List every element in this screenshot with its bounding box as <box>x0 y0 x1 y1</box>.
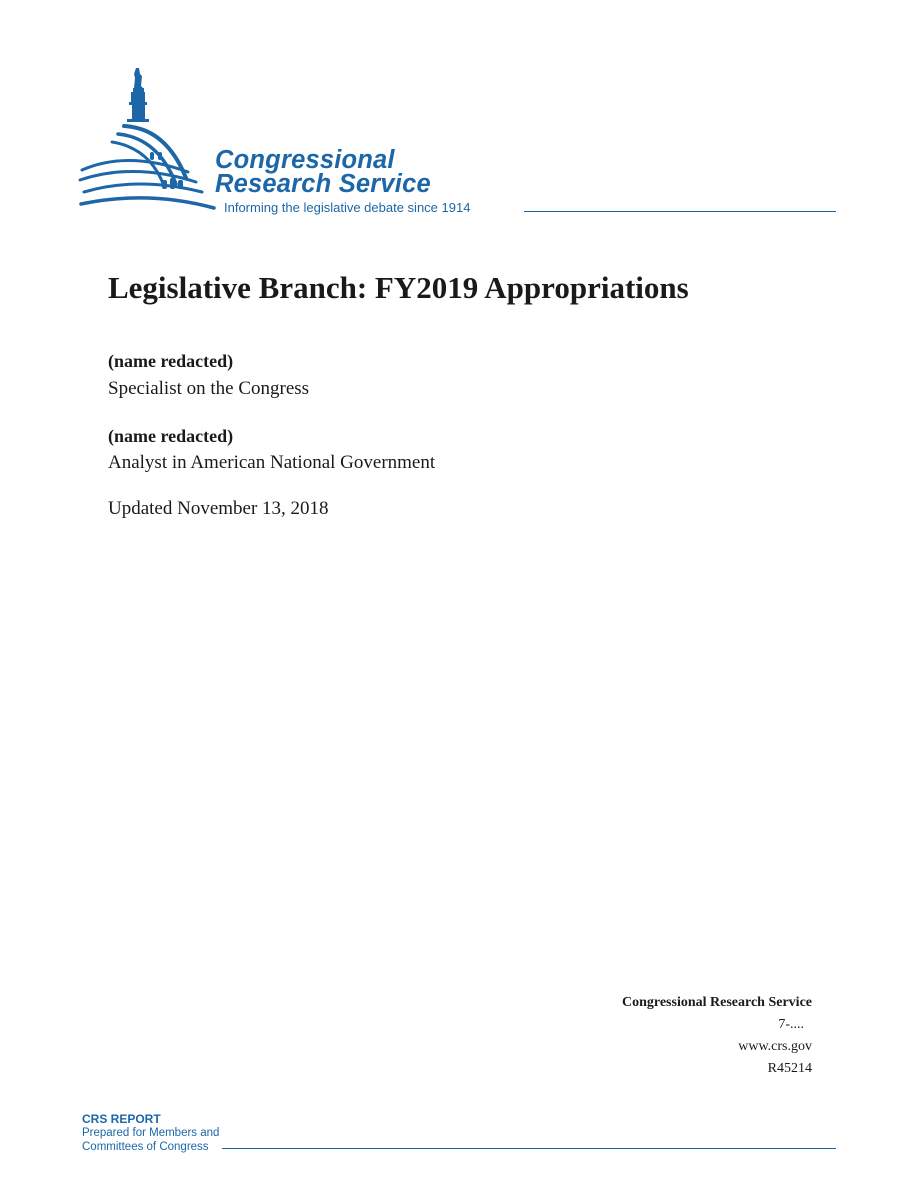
footer-label: CRS REPORT <box>82 1112 161 1126</box>
crs-logo <box>78 66 838 222</box>
author-2-name: (name redacted) <box>108 426 234 446</box>
publisher-phone: 7-.... <box>778 1017 804 1032</box>
author-1-role: Specialist on the Congress <box>108 378 310 399</box>
report-title: Legislative Branch: FY2019 Appropriations <box>108 270 689 305</box>
report-number: R45214 <box>767 1061 812 1076</box>
author-1-name: (name redacted) <box>108 351 234 371</box>
publisher-website[interactable]: www.crs.gov <box>738 1039 812 1054</box>
footer-line2: Prepared for Members and <box>82 1127 220 1139</box>
author-2-role: Analyst in American National Government <box>108 452 436 473</box>
logo-divider <box>524 211 836 212</box>
publisher-block <box>622 992 812 1080</box>
footer-crs-report <box>82 1112 219 1154</box>
publisher-org: Congressional Research Service <box>621 995 812 1010</box>
capitol-dome-icon <box>78 66 218 222</box>
logo-tagline: Informing the legislative debate since 1914 <box>224 200 471 215</box>
logo-title-line1: Congressional <box>215 146 395 174</box>
footer-divider <box>222 1148 836 1149</box>
footer-line3: Committees of Congress <box>82 1141 209 1153</box>
updated-date: Updated November 13, 2018 <box>108 498 329 519</box>
logo-title-line2: Research Service <box>215 170 431 198</box>
